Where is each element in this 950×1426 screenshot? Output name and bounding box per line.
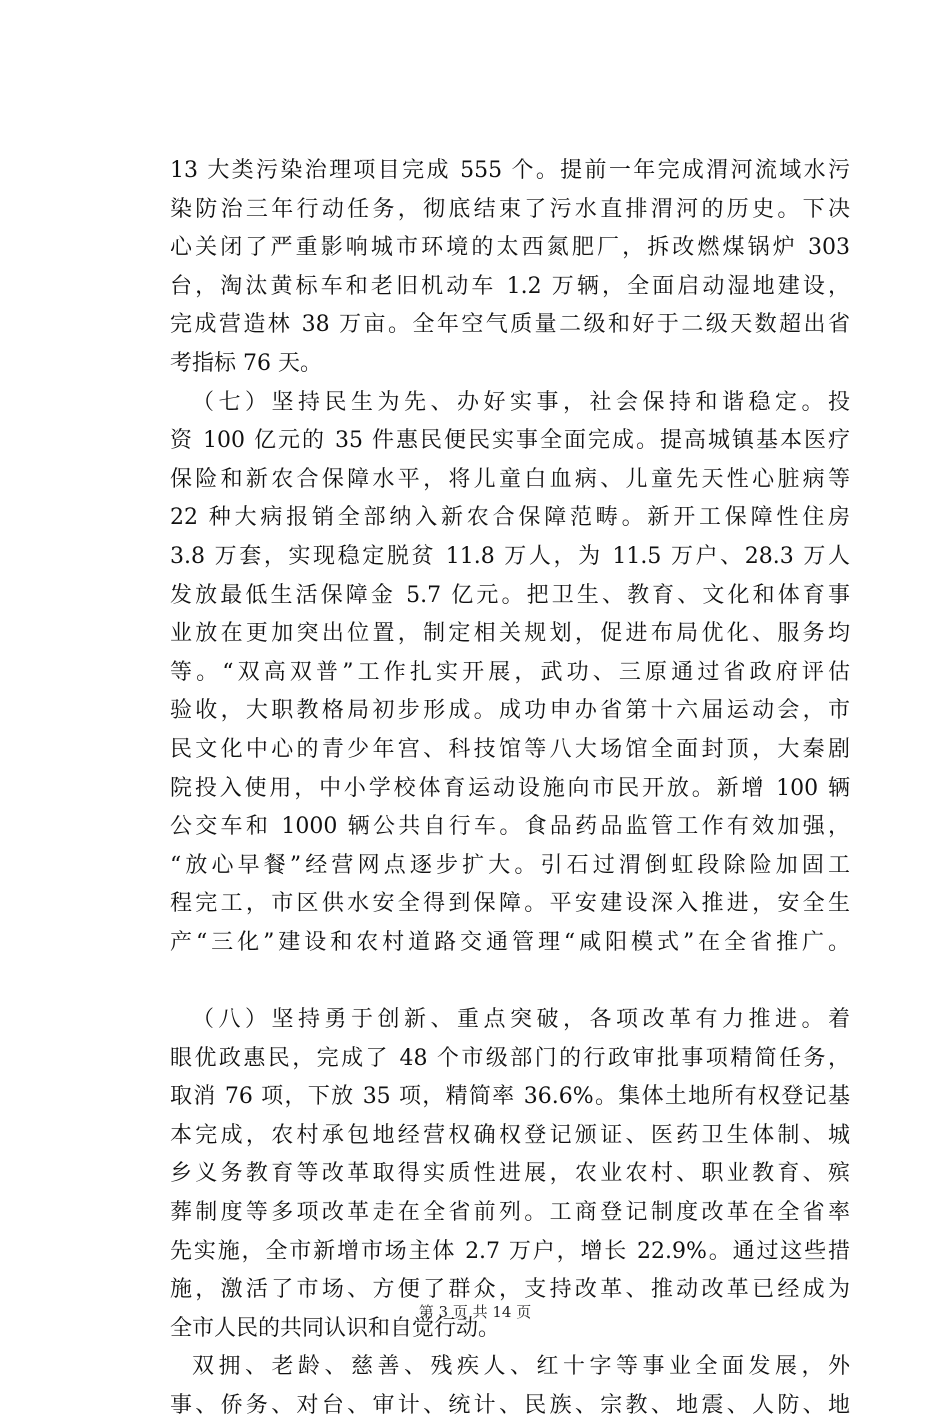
text-line: 发放最低生活保障金 5.7 亿元。把卫生、教育、文化和体育事 (170, 582, 850, 608)
text-line: 双拥、老龄、慈善、残疾人、红十字等事业全面发展，外 (192, 1354, 850, 1380)
paragraph-other-affairs (170, 1348, 850, 1425)
page-number-footer: 第 3 页 共 14 页 (418, 1303, 532, 1321)
text-line: 考指标 76 天。 (170, 350, 322, 376)
text-line: “放心早餐”经营网点逐步扩大。引石过渭倒虹段除险加固工 (170, 852, 850, 878)
paragraph-reform (170, 1001, 850, 1348)
text-line: 完成营造林 38 万亩。全年空气质量二级和好于二级天数超出省 (170, 312, 850, 338)
text-line: 等。“双高双普”工作扎实开展，武功、三原通过省政府评估 (170, 659, 850, 685)
document-body (170, 152, 850, 1426)
text-line: 产“三化”建设和农村道路交通管理“咸阳模式”在全省推广。 (170, 929, 850, 955)
text-line: 先实施，全市新增市场主体 2.7 万户，增长 22.9%。通过这些措 (170, 1238, 850, 1264)
text-line: 公交车和 1000 辆公共自行车。食品药品监管工作有效加强， (170, 814, 850, 840)
text-line: （八）坚持勇于创新、重点突破，各项改革有力推进。着 (192, 1007, 850, 1033)
paragraph-spacer (170, 962, 850, 1001)
text-line: 3.8 万套，实现稳定脱贫 11.8 万人，为 11.5 万户、28.3 万人 (170, 543, 850, 569)
text-line: 程完工，市区供水安全得到保障。平安建设深入推进，安全生 (170, 891, 850, 917)
text-line: 眼优政惠民，完成了 48 个市级部门的行政审批事项精简任务， (170, 1045, 850, 1071)
paragraph-environment (170, 152, 850, 384)
text-line: 本完成，农村承包地经营权确权登记颁证、医药卫生体制、城 (170, 1122, 850, 1148)
text-line: 乡义务教育等改革取得实质性进展，农业农村、职业教育、殡 (170, 1161, 850, 1187)
text-line: 染防治三年行动任务，彻底结束了污水直排渭河的历史。下决 (170, 196, 850, 222)
text-line: 民文化中心的青少年宫、科技馆等八大场馆全面封顶，大秦剧 (170, 736, 850, 762)
text-line: 验收，大职教格局初步形成。成功申办省第十六届运动会，市 (170, 698, 850, 724)
text-line: 葬制度等多项改革走在全省前列。工商登记制度改革在全省率 (170, 1200, 850, 1226)
text-line: 22 种大病报销全部纳入新农合保障范畴。新开工保障性住房 (170, 505, 850, 531)
text-line: 保险和新农合保障水平，将儿童白血病、儿童先天性心脏病等 (170, 466, 850, 492)
text-line: （七）坚持民生为先、办好实事，社会保持和谐稳定。投 (192, 389, 850, 415)
paragraph-livelihood (170, 384, 850, 963)
text-line: 全市人民的共同认识和自觉行动。 (170, 1315, 501, 1341)
text-line: 心关闭了严重影响城市环境的太西氮肥厂，拆改燃煤锅炉 303 (170, 235, 850, 261)
text-line: 13 大类污染治理项目完成 555 个。提前一年完成渭河流域水污 (170, 158, 850, 183)
text-line: 台，淘汰黄标车和老旧机动车 1.2 万辆，全面启动湿地建设， (170, 273, 850, 299)
text-line: 业放在更加突出位置，制定相关规划，促进布局优化、服务均 (170, 621, 850, 647)
text-line: 事、侨务、对台、审计、统计、民族、宗教、地震、人防、地 (170, 1393, 850, 1418)
text-line: 院投入使用，中小学校体育运动设施向市民开放。新增 100 辆 (170, 775, 850, 801)
text-line: 取消 76 项，下放 35 项，精简率 36.6%。集体土地所有权登记基 (170, 1084, 850, 1110)
text-line: 施，激活了市场、方便了群众，支持改革、推动改革已经成为 (170, 1277, 850, 1303)
text-line: 资 100 亿元的 35 件惠民便民实事全面完成。提高城镇基本医疗 (170, 428, 850, 454)
